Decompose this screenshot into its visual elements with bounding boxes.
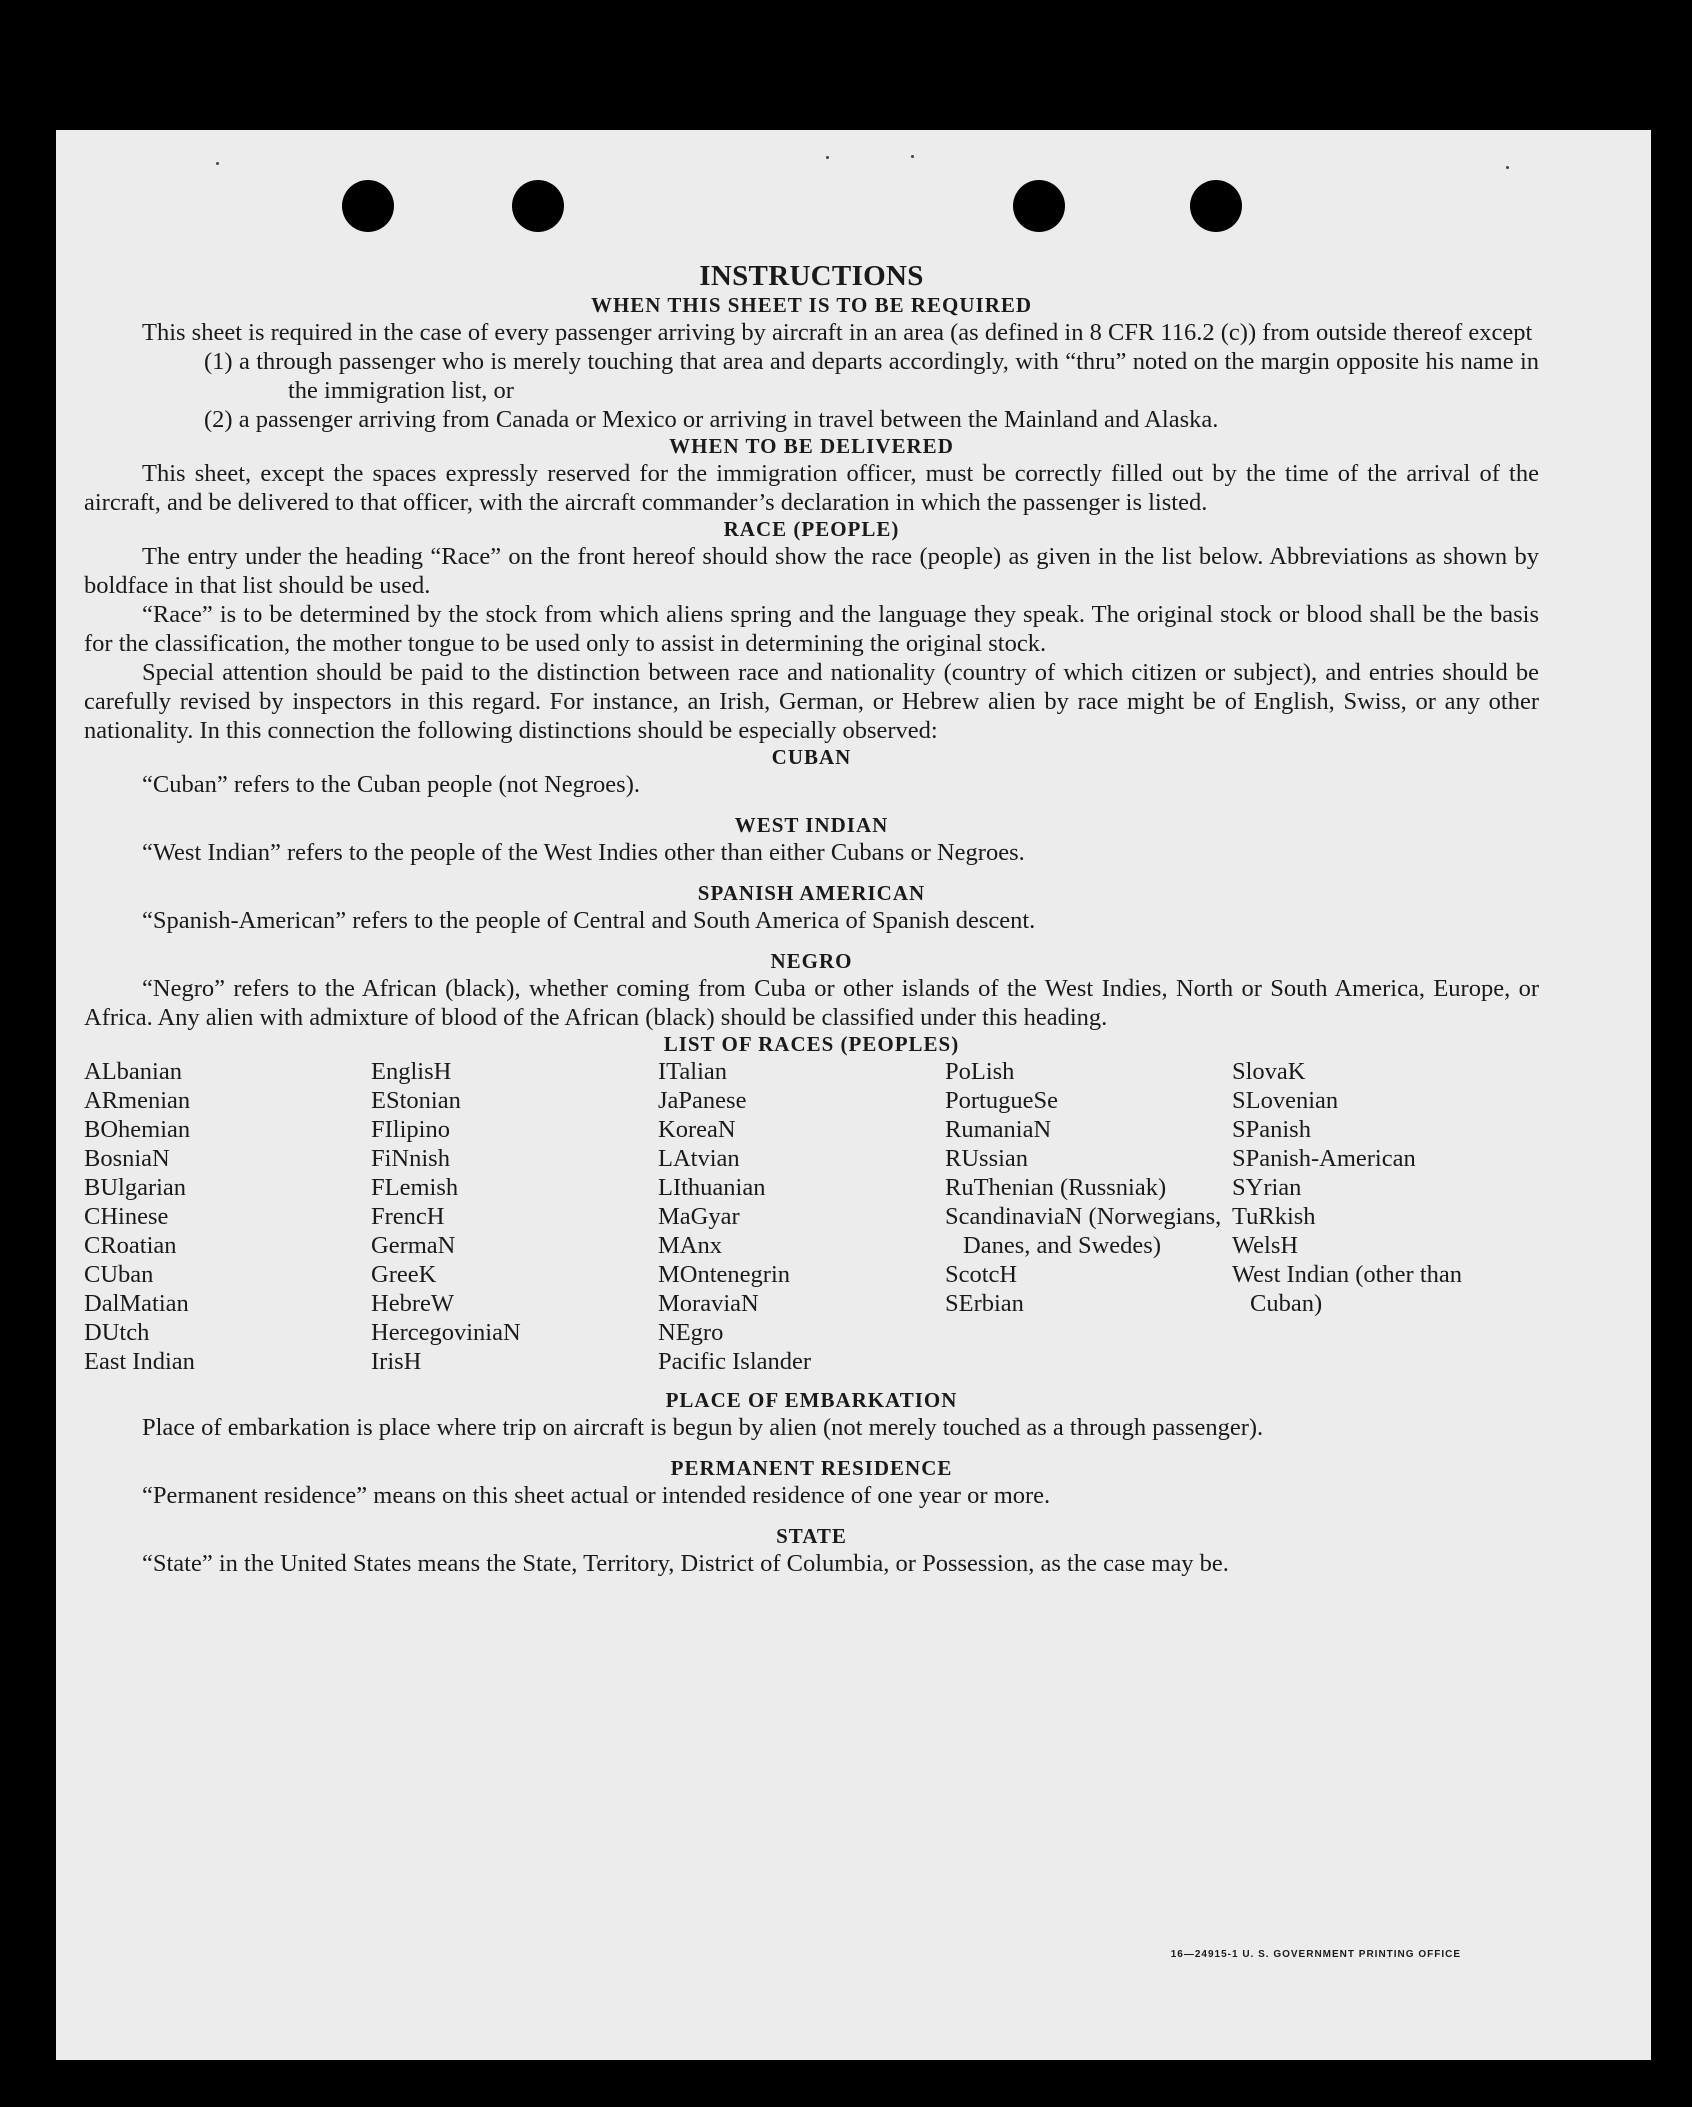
race-column [84, 1057, 371, 1376]
list-item: (1) a through passenger who is merely touching that area and departs accordingly, with “thru” noted on the margin opposite his name in the immigration list, or [204, 348, 1539, 404]
race-item: MAnx [658, 1232, 722, 1259]
races-list [84, 1057, 1539, 1376]
race-item: SLovenian [1232, 1087, 1339, 1114]
race-item: KoreaN [658, 1116, 736, 1143]
section-heading: NEGRO [770, 949, 853, 973]
race-item: West Indian (other than Cuban) [1232, 1261, 1463, 1317]
race-item: BOhemian [84, 1116, 191, 1143]
list-item: (2) a passenger arriving from Canada or Mexico or arriving in travel between the Mainland and Alaska. [204, 406, 1219, 433]
punch-hole [512, 180, 564, 232]
race-item: ALbanian [84, 1058, 182, 1085]
section-heading: LIST OF RACES (PEOPLES) [663, 1032, 960, 1056]
race-item: HebreW [371, 1290, 454, 1317]
paragraph: “Permanent residence” means on this sheet actual or intended residence of one year or more. [142, 1482, 1051, 1509]
punch-hole [1013, 180, 1065, 232]
race-item: PortugueSe [945, 1087, 1058, 1114]
race-item: ITalian [658, 1058, 728, 1085]
race-item: BUlgarian [84, 1174, 187, 1201]
race-item: NEgro [658, 1319, 724, 1346]
race-item: IrisH [371, 1348, 422, 1375]
race-item: HercegoviniaN [371, 1319, 521, 1346]
race-item: LAtvian [658, 1145, 740, 1172]
race-item: East Indian [84, 1348, 195, 1375]
race-column [658, 1057, 945, 1376]
race-item: WelsH [1232, 1232, 1299, 1259]
race-item: JaPanese [658, 1087, 747, 1114]
race-item: SPanish-American [1232, 1145, 1416, 1172]
race-item: DalMatian [84, 1290, 189, 1317]
punch-hole [342, 180, 394, 232]
paragraph: “State” in the United States means the State, Territory, District of Columbia, or Possession, as the case may be. [142, 1550, 1229, 1577]
race-item: RuThenian (Russniak) [945, 1174, 1167, 1201]
race-item: CUban [84, 1261, 154, 1288]
section-heading: PERMANENT RESIDENCE [670, 1456, 953, 1480]
section-heading: RACE (PEOPLE) [723, 517, 900, 541]
race-item: FrencH [371, 1203, 445, 1230]
race-item: SlovaK [1232, 1058, 1306, 1085]
race-item: ScotcH [945, 1261, 1018, 1288]
speck [216, 162, 219, 165]
document-sheet [56, 130, 1651, 2060]
race-item: SPanish [1232, 1116, 1311, 1143]
section-heading: WHEN TO BE DELIVERED [669, 434, 954, 458]
race-item: PoLish [945, 1058, 1015, 1085]
race-column [1232, 1057, 1519, 1376]
section-heading: SPANISH AMERICAN [697, 881, 926, 905]
paragraph: “Cuban” refers to the Cuban people (not Negroes). [142, 771, 640, 798]
race-column [945, 1057, 1232, 1376]
race-item: MoraviaN [658, 1290, 759, 1317]
document-body [84, 260, 1539, 1578]
paragraph: Place of embarkation is place where trip on aircraft is begun by alien (not merely touched as a through passenger). [142, 1414, 1264, 1441]
race-item: MaGyar [658, 1203, 740, 1230]
race-item: FLemish [371, 1174, 459, 1201]
race-item: EStonian [371, 1087, 461, 1114]
race-item: GermaN [371, 1232, 456, 1259]
race-column [371, 1057, 658, 1376]
race-item: FiNnish [371, 1145, 450, 1172]
race-item: SYrian [1232, 1174, 1302, 1201]
section-heading: PLACE OF EMBARKATION [665, 1388, 958, 1412]
race-item: LIthuanian [658, 1174, 766, 1201]
race-item: GreeK [371, 1261, 437, 1288]
paragraph: The entry under the heading “Race” on the front hereof should show the race (people) as given in the list below. Abbreviations as shown by boldface in that list should be used. [84, 543, 1539, 599]
race-item: Pacific Islander [658, 1348, 812, 1375]
race-item: ScandinaviaN (Norwegians, Danes, and Swedes) [945, 1203, 1222, 1259]
race-item: EnglisH [371, 1058, 452, 1085]
paragraph: “Negro” refers to the African (black), whether coming from Cuba or other islands of the West Indies, North or South America, Europe, or Africa. Any alien with admixture of blood of the African (black) should be classified under this heading. [84, 975, 1539, 1031]
race-item: RumaniaN [945, 1116, 1052, 1143]
paragraph: Special attention should be paid to the distinction between race and nationality (country of which citizen or subject), and entries should be carefully revised by inspectors in this regard. For instance, an Irish, German, or Hebrew alien by race might be of English, Swiss, or any other nationality. In this connection the following distinctions should be especially observed: [84, 659, 1539, 744]
race-item: BosniaN [84, 1145, 170, 1172]
section-heading: STATE [776, 1524, 847, 1548]
punch-hole [1190, 180, 1242, 232]
speck [1506, 166, 1509, 169]
section-heading: CUBAN [771, 745, 852, 769]
race-item: ARmenian [84, 1087, 191, 1114]
race-item: TuRkish [1232, 1203, 1316, 1230]
race-item: RUssian [945, 1145, 1029, 1172]
paragraph: This sheet, except the spaces expressly reserved for the immigration officer, must be correctly filled out by the time of the arrival of the aircraft, and be delivered to that officer, with the aircraft commander’s declaration in which the passenger is listed. [84, 460, 1539, 516]
race-item: CHinese [84, 1203, 169, 1230]
speck [826, 156, 829, 159]
page-title: INSTRUCTIONS [699, 260, 924, 292]
race-item: CRoatian [84, 1232, 177, 1259]
race-item: DUtch [84, 1319, 150, 1346]
paragraph: “West Indian” refers to the people of the West Indies other than either Cubans or Negroes. [142, 839, 1025, 866]
race-item: FIlipino [371, 1116, 450, 1143]
race-item: MOntenegrin [658, 1261, 790, 1288]
printing-office-code: 16—24915-1 U. S. GOVERNMENT PRINTING OFFICE [1170, 1949, 1461, 1960]
paragraph: “Race” is to be determined by the stock from which aliens spring and the language they speak. The original stock or blood shall be the basis for the classification, the mother tongue to be used only to assist in determining the original stock. [84, 601, 1539, 657]
race-item: SErbian [945, 1290, 1024, 1317]
paragraph: “Spanish-American” refers to the people of Central and South America of Spanish descent. [142, 907, 1036, 934]
section-heading: WHEN THIS SHEET IS TO BE REQUIRED [590, 293, 1033, 317]
speck [911, 155, 914, 158]
paragraph: This sheet is required in the case of every passenger arriving by aircraft in an area (as defined in 8 CFR 116.2 (c)) from outside thereof except [142, 319, 1533, 346]
section-heading: WEST INDIAN [734, 813, 889, 837]
